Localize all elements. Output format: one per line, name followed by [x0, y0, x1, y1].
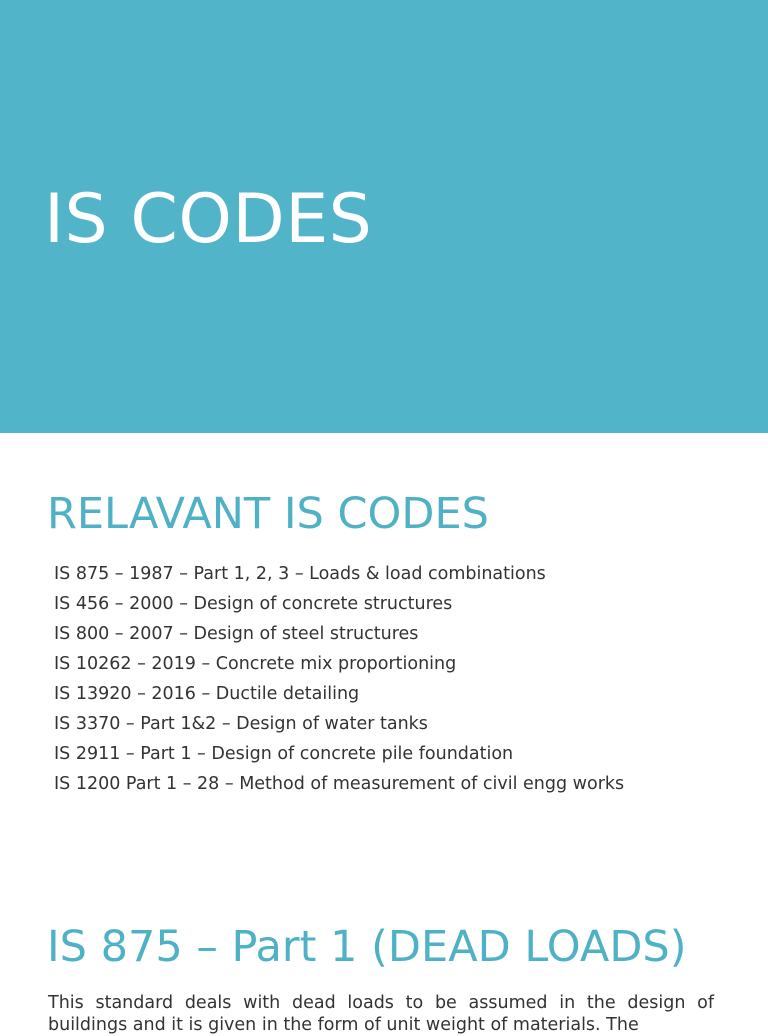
list-item: IS 10262 – 2019 – Concrete mix proportioning — [54, 654, 457, 674]
dead-loads-body-text: This standard deals with dead loads to be assumed in the design of buildings and it is given in the form of unit weight of materials. The — [48, 993, 714, 1035]
list-item: IS 875 – 1987 – Part 1, 2, 3 – Loads & load combinations — [54, 564, 546, 584]
list-item: IS 13920 – 2016 – Ductile detailing — [54, 684, 360, 704]
list-item: IS 800 – 2007 – Design of steel structures — [54, 624, 419, 644]
list-item: IS 2911 – Part 1 – Design of concrete pile foundation — [54, 744, 514, 764]
slide-title: IS CODES — [44, 180, 373, 259]
list-item: IS 1200 Part 1 – 28 – Method of measurement of civil engg works — [54, 774, 625, 794]
section-heading-relavant-is-codes: RELAVANT IS CODES — [47, 489, 489, 539]
title-slide — [0, 0, 768, 433]
section-heading-dead-loads: IS 875 – Part 1 (DEAD LOADS) — [47, 922, 687, 972]
list-item: IS 3370 – Part 1&2 – Design of water tanks — [54, 714, 428, 734]
list-item: IS 456 – 2000 – Design of concrete structures — [54, 594, 453, 614]
is-codes-list — [54, 559, 624, 799]
